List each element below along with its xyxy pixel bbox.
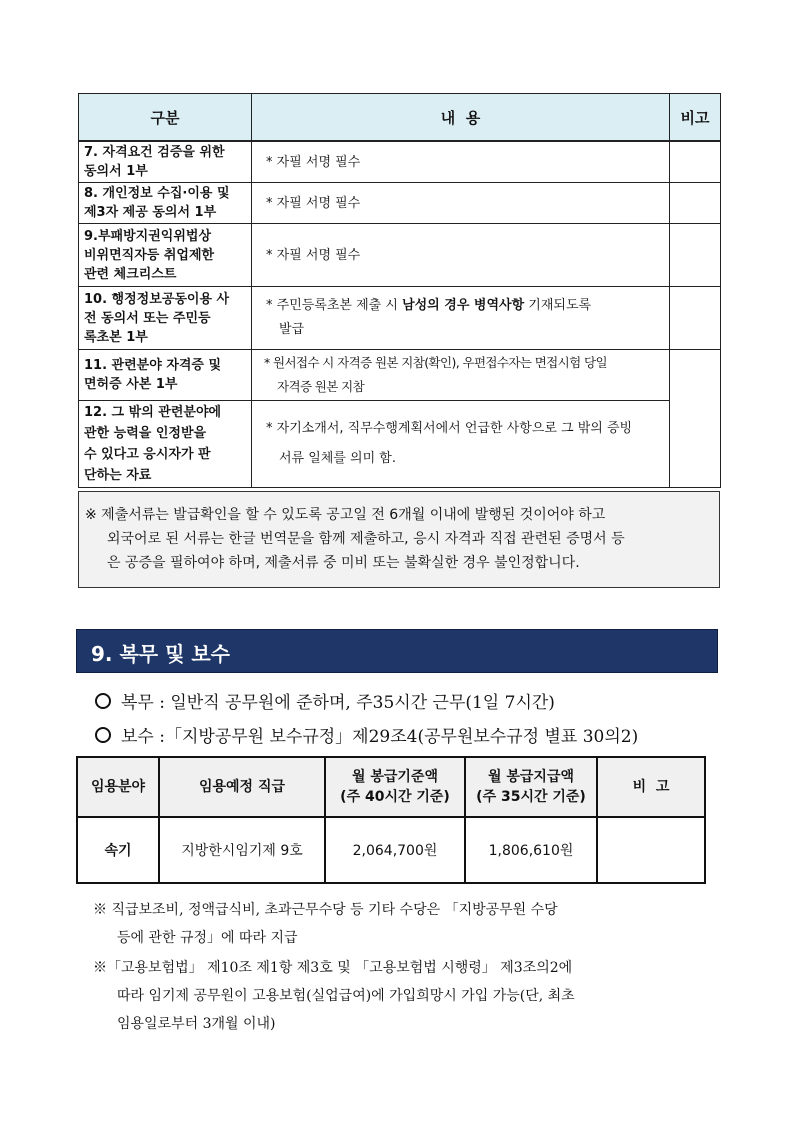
row-remark	[670, 350, 721, 488]
row-content: * 자필 서명 필수	[252, 141, 670, 183]
table-row	[79, 401, 721, 488]
documents-table	[78, 93, 721, 488]
insurance-note-line2: 따라 임기제 공무원이 고용보험(실업급여)에 가입희망시 가입 가능(단, 최초	[117, 988, 575, 1004]
header-paid-pay: 월 봉급지급액 (주 35시간 기준)	[465, 757, 597, 817]
row-content: * 원서접수 시 자격증 원본 지참(확인), 우편접수자는 면접시험 당일 자격증 원본 지참	[252, 350, 670, 401]
insurance-note-line3: 임용일로부터 3개월 이내)	[117, 1016, 276, 1032]
table-row	[79, 183, 721, 224]
cell-field: 속기	[77, 817, 159, 883]
header-field: 임용분야	[77, 757, 159, 817]
allowance-note-line2: 등에 관한 규정」에 따라 지급	[117, 930, 298, 946]
row-category: 11. 관련분야 자격증 및 면허증 사본 1부	[79, 350, 252, 401]
section-title: 9. 복무 및 보수	[91, 642, 231, 666]
row-category: 7. 자격요건 검증을 위한 동의서 1부	[79, 141, 252, 183]
row-content: * 자필 서명 필수	[252, 224, 670, 287]
submission-note: ※ 제출서류는 발급확인을 할 수 있도록 공고일 전 6개월 이내에 발행된 것이어야 하고 외국어로 된 서류는 한글 번역문을 함께 제출하고, 응시 자격과 직접 관련된 증명서 등 은 공증을 필하여야 하며, 제출서류 중 미비 또는 불확실한 경우 불인정합니다.	[78, 491, 720, 588]
header-base-pay: 월 봉급기준액 (주 40시간 기준)	[325, 757, 465, 817]
header-remark: 비고	[670, 94, 721, 142]
row-category: 12. 그 밖의 관련분야에 관한 능력을 인정받을 수 있다고 응시자가 판 단하는 자료	[79, 401, 252, 488]
row-remark	[670, 287, 721, 350]
circle-bullet-icon	[95, 693, 111, 709]
documents-table-header	[79, 94, 721, 142]
header-remark: 비 고	[597, 757, 705, 817]
allowance-note-line1: ※ 직급보조비, 정액급식비, 초과근무수당 등 기타 수당은 「지방공무원 수당	[93, 902, 558, 918]
row-remark	[670, 224, 721, 287]
table-row	[77, 817, 705, 883]
section-header	[76, 629, 718, 673]
row-remark	[670, 141, 721, 183]
insurance-note-line1: ※「고용보험법」 제10조 제1항 제3호 및 「고용보험법 시행령」 제3조의2에	[93, 960, 573, 976]
row-category: 9.부패방지권익위법상 비위면직자등 취업제한 관련 체크리스트	[79, 224, 252, 287]
table-row	[79, 287, 721, 350]
bullet-service: 복무 : 일반직 공무원에 준하며, 주35시간 근무(1일 7시간)	[95, 688, 555, 713]
row-content: * 자필 서명 필수	[252, 183, 670, 224]
row-category: 8. 개인정보 수집·이용 및 제3자 제공 동의서 1부	[79, 183, 252, 224]
cell-base-pay: 2,064,700원	[325, 817, 465, 883]
header-content: 내 용	[252, 94, 670, 142]
table-row	[79, 141, 721, 183]
header-grade: 임용예정 직급	[159, 757, 325, 817]
cell-paid-pay: 1,806,610원	[465, 817, 597, 883]
military-service-emphasis: 남성의 경우 병역사항	[402, 298, 525, 313]
bullet-pay: 보수 :「지방공무원 보수규정」제29조4(공무원보수규정 별표 30의2)	[95, 722, 638, 747]
row-content: * 주민등록초본 제출 시 남성의 경우 병역사항 기재되도록 발급	[252, 287, 670, 350]
header-category: 구분	[79, 94, 252, 142]
cell-remark	[597, 817, 705, 883]
table-row	[79, 350, 721, 401]
row-remark	[670, 183, 721, 224]
pay-table	[76, 756, 706, 884]
pay-table-header	[77, 757, 705, 817]
row-content: * 자기소개서, 직무수행계획서에서 언급한 사항으로 그 밖의 증빙 서류 일체를 의미 함.	[252, 401, 670, 488]
table-row	[79, 224, 721, 287]
circle-bullet-icon	[95, 727, 111, 743]
row-category: 10. 행정정보공동이용 사 전 동의서 또는 주민등 록초본 1부	[79, 287, 252, 350]
cell-grade: 지방한시임기제 9호	[159, 817, 325, 883]
